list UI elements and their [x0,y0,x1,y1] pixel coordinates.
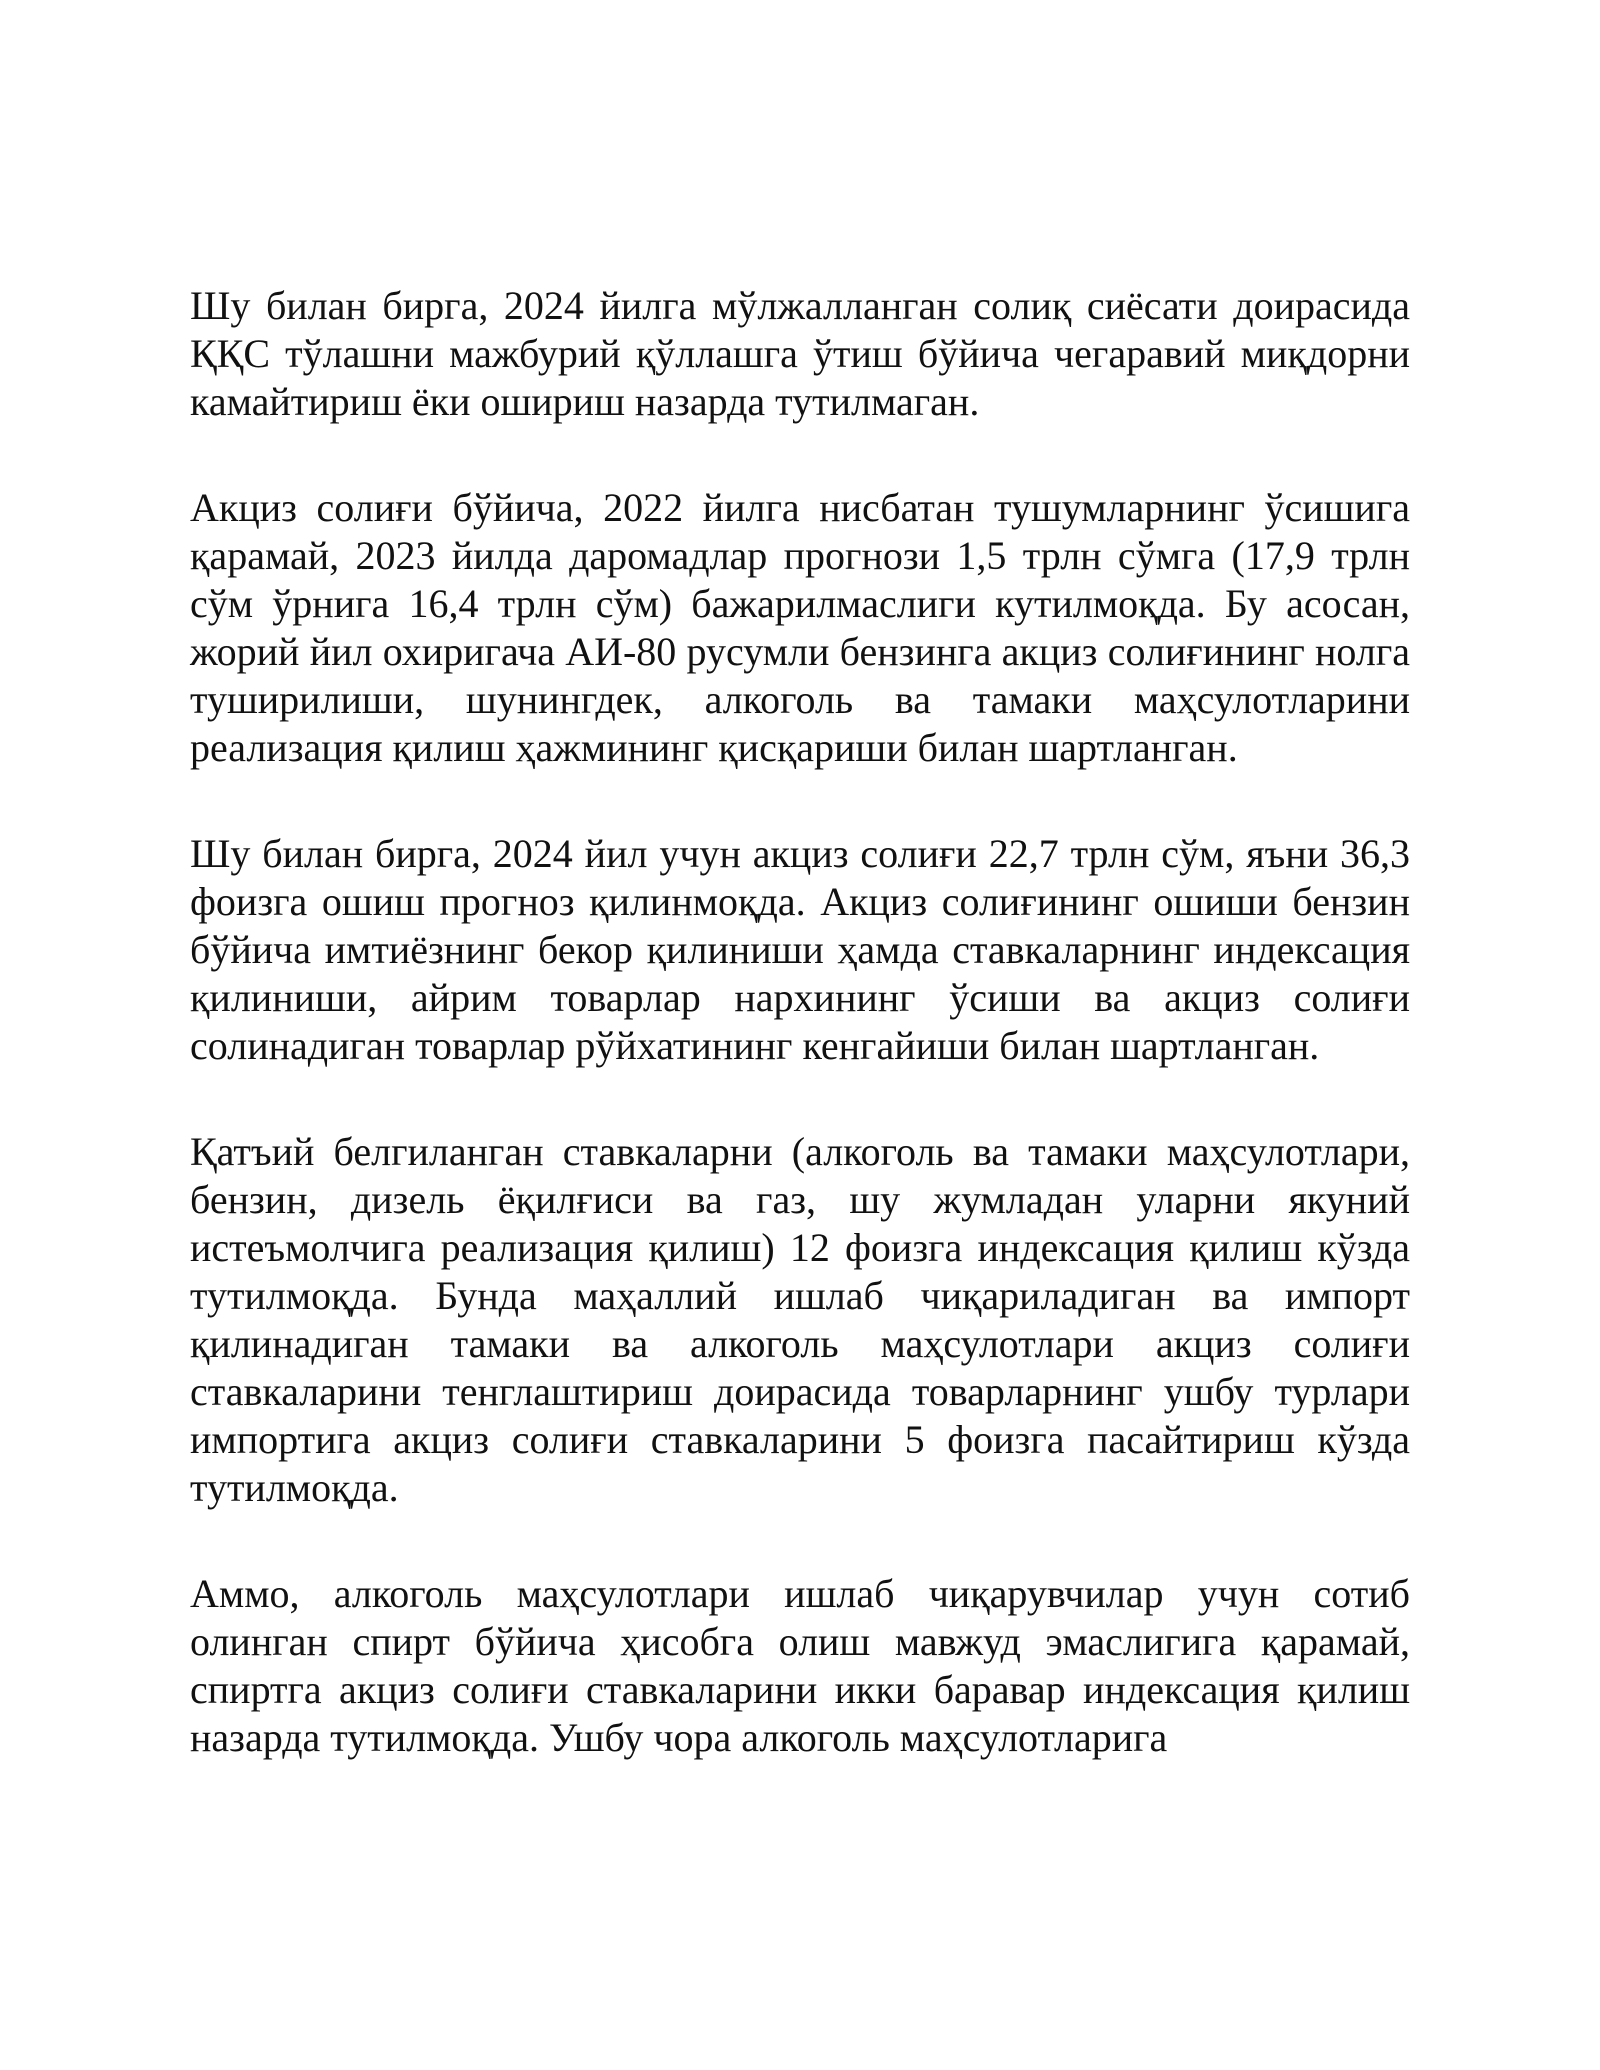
paragraph-excise-2024-forecast: Шу билан бирга, 2024 йил учун акциз солиғи 22,7 трлн сўм, яъни 36,3 фоизга ошиш прогноз қилинмоқда. Акциз солиғининг ошиши бензин бўйича имтиёзнинг бекор қилиниши ҳамда ставкаларнинг индексация қилиниши, айрим товарлар нархининг ўсиши ва акциз солиғи солинадиган товарлар рўйхатининг кенгайиши билан шартланган. [190,831,1410,1068]
document-page [190,282,1410,1820]
paragraph-fixed-rates-indexation: Қатъий белгиланган ставкаларни (алкоголь ва тамаки маҳсулотлари, бензин, дизель ёқилғиси ва газ, шу жумладан уларни якуний истеъмолчига реализация қилиш) 12 фоизга индексация қилиш кўзда тутилмоқда. Бунда маҳаллий ишлаб чиқариладиган ва импорт қилинадиган тамаки ва алкоголь маҳсулотлари акциз солиғи ставкаларини тенглаштириш доирасида товарларнинг ушбу турлари импортига акциз солиғи ставкаларини 5 фоизга пасайтириш кўзда тутилмоқда. [190,1129,1410,1510]
paragraph-excise-2023-forecast: Акциз солиғи бўйича, 2022 йилга нисбатан тушумларнинг ўсишига қарамай, 2023 йилда даромадлар прогнози 1,5 трлн сўмга (17,9 трлн сўм ўрнига 16,4 трлн сўм) бажарилмаслиги кутилмоқда. Бу асосан, жорий йил охиригача АИ-80 русумли бензинга акциз солиғининг нолга туширилиши, шунингдек, алкоголь ва тамаки маҳсулотларини реализация қилиш ҳажмининг қисқариши билан шартланган. [190,485,1410,770]
paragraph-alcohol-spirit-rates: Аммо, алкоголь маҳсулотлари ишлаб чиқарувчилар учун сотиб олинган спирт бўйича ҳисобга олиш мавжуд эмаслигига қарамай, спиртга акциз солиғи ставкаларини икки баравар индексация қилиш назарда тутилмоқда. Ушбу чора алкоголь маҳсулотларига [190,1571,1410,1760]
paragraph-vat-threshold: Шу билан бирга, 2024 йилга мўлжалланган солиқ сиёсати доирасида ҚҚС тўлашни мажбурий қўллашга ўтиш бўйича чегаравий миқдорни камайтириш ёки ошириш назарда тутилмаган. [190,283,1410,424]
